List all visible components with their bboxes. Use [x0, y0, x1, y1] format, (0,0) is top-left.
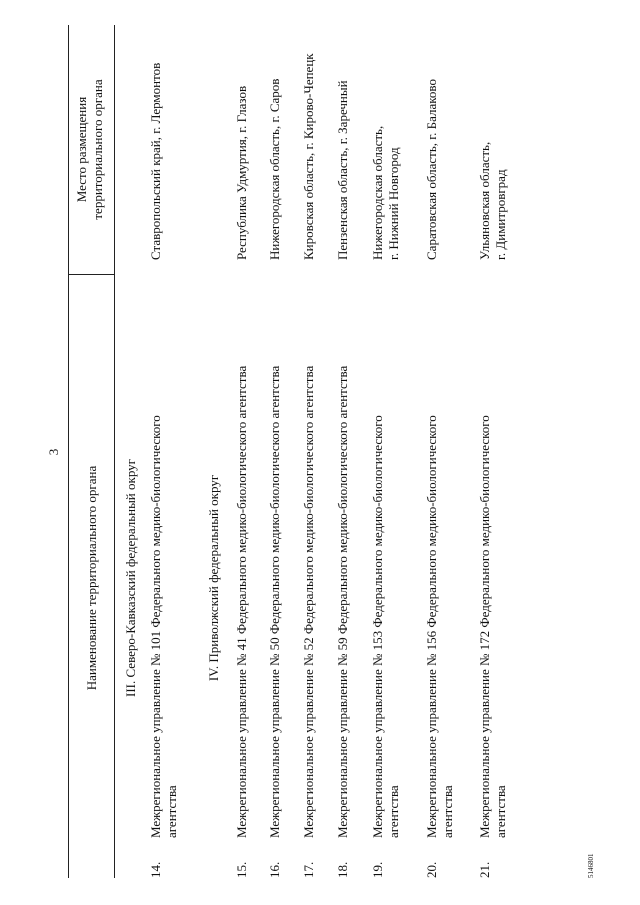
row-location-line1: Ставропольский край, г. Лермонтов	[148, 62, 163, 260]
row-number: 15.	[234, 861, 249, 878]
row-organ-name-line1: Межрегиональное управление № 172 Федерального медико-биологического	[477, 415, 492, 838]
row-number: 14.	[148, 861, 163, 878]
row-organ-name	[335, 278, 351, 838]
row-location-line1: Республика Удмуртия, г. Глазов	[234, 85, 249, 260]
row-number: 17.	[301, 861, 316, 878]
row-organ-name-line1: Межрегиональное управление № 59 Федерального медико-биологического агентства	[335, 365, 350, 838]
document-code: 5146801	[587, 853, 595, 878]
row-location	[424, 25, 440, 260]
row-organ-name	[424, 278, 456, 838]
row-organ-name-line1: Межрегиональное управление № 50 Федерального медико-биологического агентства	[267, 365, 282, 838]
column-header-place-line1: Место размещения	[74, 96, 89, 203]
row-organ-name-line1: Межрегиональное управление № 41 Федерального медико-биологического агентства	[234, 365, 249, 838]
row-number: 18.	[335, 861, 350, 878]
row-organ-name-line1: Межрегиональное управление № 52 Федерального медико-биологического агентства	[301, 365, 316, 838]
row-organ-name-line1: Межрегиональное управление № 156 Федерального медико-биологического	[424, 415, 439, 838]
page-number: 3	[46, 448, 61, 456]
row-organ-name	[267, 278, 283, 838]
row-location-line1: Нижегородская область, г. Саров	[267, 78, 282, 260]
section-heading-iv: IV. Приволжский федеральный округ	[206, 474, 221, 682]
row-location	[267, 25, 283, 260]
row-number: 20.	[424, 861, 439, 878]
table-header-rule	[114, 25, 115, 878]
row-organ-name-line2: агентства	[386, 785, 401, 838]
row-organ-name-line1: Межрегиональное управление № 153 Федерального медико-биологического	[370, 415, 385, 838]
row-location-line1: Нижегородская область,	[370, 125, 385, 260]
row-organ-name-line1: Межрегиональное управление № 101 Федерального медико-биологического	[148, 415, 163, 838]
row-organ-name-line2: агентства	[493, 785, 508, 838]
row-location	[234, 25, 250, 260]
row-location-line1: Кировская область, г. Кирово-Чепецк	[301, 53, 316, 260]
table-top-rule	[68, 25, 69, 878]
row-organ-name-line2: агентства	[440, 785, 455, 838]
row-location-line1: Ульяновская область,	[477, 141, 492, 260]
row-location-line1: Саратовская область, г. Балаково	[424, 79, 439, 260]
row-location-line2: г. Димитровград	[493, 169, 508, 260]
row-number: 21.	[477, 861, 492, 878]
row-location	[301, 25, 317, 260]
row-location-line1: Пензенская область, г. Заречный	[335, 80, 350, 260]
rotated-table-sheet	[48, 25, 638, 880]
column-header-place-line2: территориального органа	[90, 79, 105, 220]
row-organ-name	[370, 278, 402, 838]
column-header-place	[74, 25, 106, 274]
row-organ-name	[301, 278, 317, 838]
header-column-divider	[68, 274, 114, 275]
row-location	[148, 25, 164, 260]
section-heading-iii: III. Северо-Кавказский федеральный округ	[123, 459, 138, 698]
row-location	[335, 25, 351, 260]
row-location	[477, 25, 509, 260]
row-organ-name	[148, 278, 180, 838]
row-location-line2: г. Нижний Новгород	[386, 147, 401, 260]
column-header-name: Наименование территориального органа	[84, 465, 99, 691]
row-number: 16.	[267, 861, 282, 878]
row-organ-name-line2: агентства	[164, 785, 179, 838]
row-organ-name	[234, 278, 250, 838]
row-location	[370, 25, 402, 260]
row-organ-name	[477, 278, 509, 838]
row-number: 19.	[370, 861, 385, 878]
